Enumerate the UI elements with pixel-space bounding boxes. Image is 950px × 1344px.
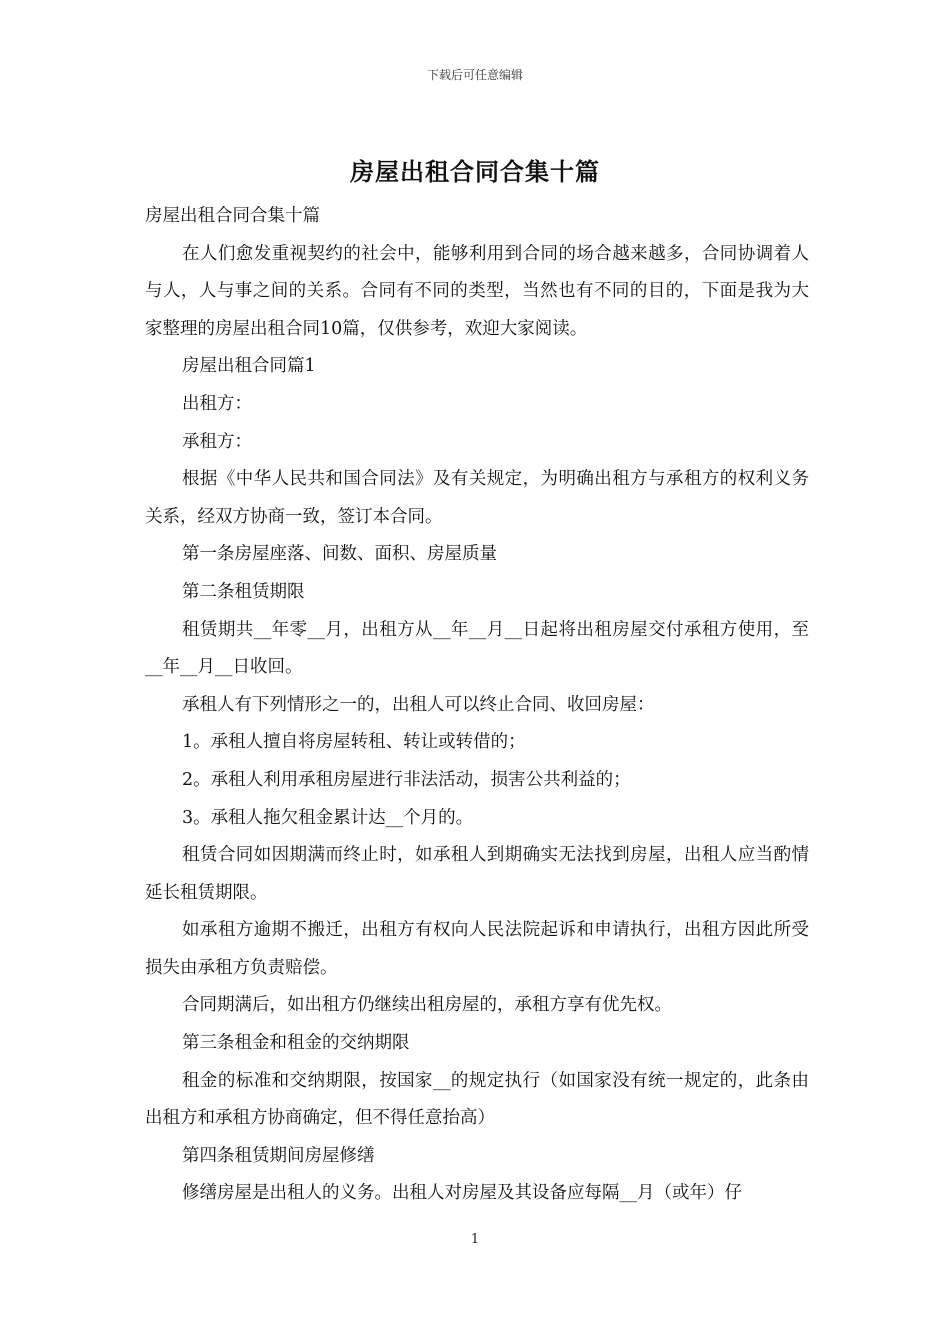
paragraph: 房屋出租合同篇1 bbox=[182, 356, 316, 377]
paragraph: 第一条房屋座落、间数、面积、房屋质量 bbox=[182, 544, 497, 565]
document-body bbox=[145, 198, 809, 1213]
page-number: 1 bbox=[470, 1232, 480, 1247]
paragraph: 2。承租人利用承租房屋进行非法活动，损害公共利益的； bbox=[182, 769, 631, 790]
paragraph: 如承租方逾期不搬迁，出租方有权向人民法院起诉和申请执行，出租方因此所受损失由承租方负责赔偿。 bbox=[145, 920, 809, 978]
paragraph: 承租方： bbox=[182, 431, 252, 452]
paragraph: 根据《中华人民共和国合同法》及有关规定，为明确出租方与承租方的权利义务关系，经双方协商一致，签订本合同。 bbox=[145, 469, 809, 527]
document-title: 房屋出租合同合集十篇 bbox=[350, 157, 600, 186]
page-header: 下载后可任意编辑 bbox=[426, 68, 523, 82]
paragraph: 第三条租金和租金的交纳期限 bbox=[182, 1033, 410, 1054]
paragraph: 1。承租人擅自将房屋转租、转让或转借的； bbox=[182, 732, 526, 753]
paragraph: 合同期满后，如出租方仍继续出租房屋的，承租方享有优先权。 bbox=[182, 995, 672, 1016]
paragraph: 承租人有下列情形之一的，出租人可以终止合同、收回房屋： bbox=[182, 694, 655, 715]
paragraph: 租金的标准和交纳期限，按国家__的规定执行（如国家没有统一规定的，此条由出租方和承租方协商确定，但不得任意抬高） bbox=[145, 1070, 809, 1129]
paragraph: 第二条租赁期限 bbox=[182, 581, 305, 602]
paragraph: 3。承租人拖欠租金累计达__个月的。 bbox=[182, 807, 474, 828]
paragraph: 租赁合同如因期满而终止时，如承租人到期确实无法找到房屋，出租人应当酌情延长租赁期限。 bbox=[145, 845, 809, 903]
paragraph: 出租方： bbox=[182, 393, 252, 414]
paragraph: 第四条租赁期间房屋修缮 bbox=[182, 1145, 375, 1166]
paragraph: 修缮房屋是出租人的义务。出租人对房屋及其设备应每隔__月（或年）仔 bbox=[182, 1183, 742, 1204]
paragraph: 在人们愈发重视契约的社会中，能够利用到合同的场合越来越多，合同协调着人与人，人与事之间的关系。合同有不同的类型，当然也有不同的目的，下面是我为大家整理的房屋出租合同10篇，仅供参考，欢迎大家阅读。 bbox=[145, 243, 809, 339]
paragraph: 租赁期共__年零__月，出租方从__年__月__日起将出租房屋交付承租方使用，至__年__月__日收回。 bbox=[145, 619, 809, 678]
paragraph: 房屋出租合同合集十篇 bbox=[145, 206, 320, 226]
